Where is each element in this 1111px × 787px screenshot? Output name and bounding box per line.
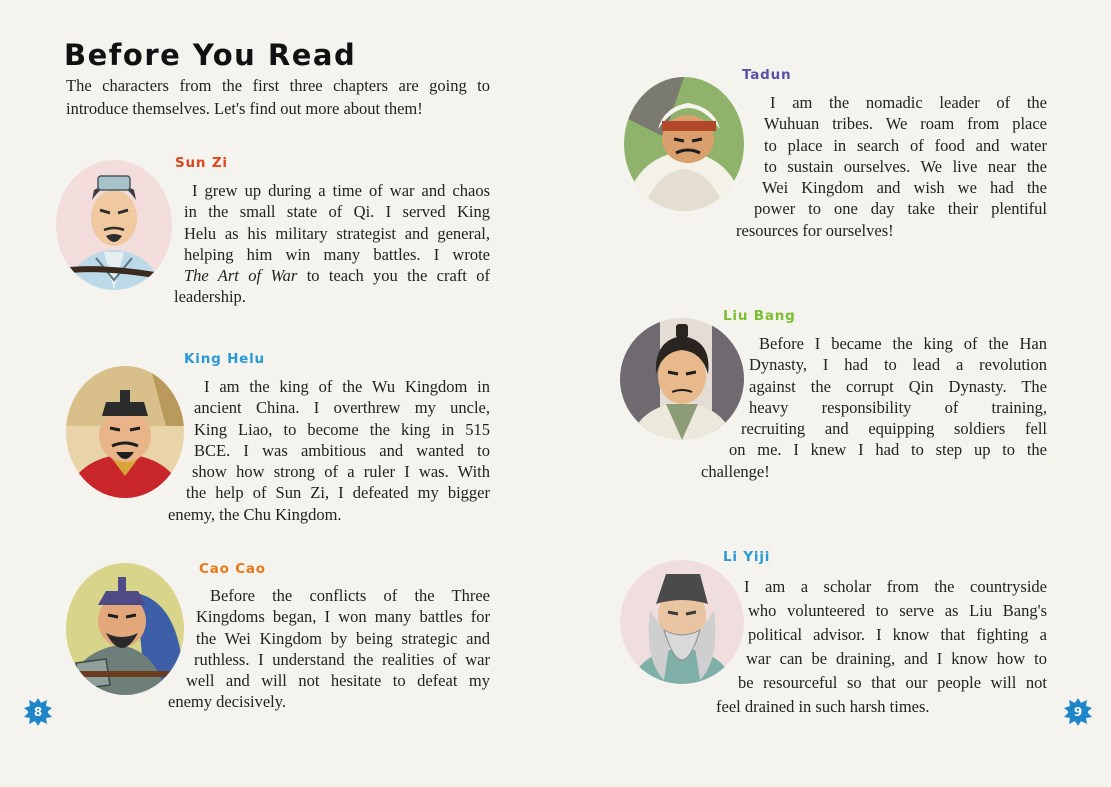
bio-line: the Wei Kingdom by being strategic and xyxy=(196,628,490,648)
page-number-right xyxy=(1062,696,1094,728)
bio-line: challenge! xyxy=(701,461,770,481)
tadun-name: Tadun xyxy=(742,67,792,83)
bio-line: to sustain ourselves. We live near the xyxy=(764,156,1047,176)
bio-line: in the small state of Qi. I served King xyxy=(184,202,490,222)
bio-line: Kingdoms began, I won many battles for xyxy=(196,607,490,627)
tadun-portrait xyxy=(624,77,744,211)
cao-cao-portrait xyxy=(66,563,184,695)
bio-line: well and will not hesitate to defeat my xyxy=(186,671,490,691)
bio-line: Before I became the king of the Han xyxy=(759,334,1047,353)
page-number-text: 8 xyxy=(33,705,43,719)
left-page xyxy=(0,0,555,787)
bio-line: show how strong of a ruler I was. With xyxy=(192,462,490,482)
intro-text xyxy=(66,74,490,120)
bio-line-rest: to teach you the craft of xyxy=(306,266,490,286)
bio-line: war can be draining, and I know how to xyxy=(746,649,1047,668)
sun-zi-name: Sun Zi xyxy=(175,155,228,171)
li-yiji-bio xyxy=(716,575,1047,719)
bio-line: I am the king of the Wu Kingdom in xyxy=(204,377,490,396)
right-page xyxy=(555,0,1111,787)
bio-line: BCE. I was ambitious and wanted to xyxy=(194,440,490,460)
bio-line: I am the nomadic leader of the xyxy=(770,93,1047,112)
bio-line: Dynasty, I had to lead a revolution xyxy=(749,355,1047,375)
bio-line: ruthless. I understand the realities of war xyxy=(194,649,490,669)
bio-line: resources for ourselves! xyxy=(736,220,894,240)
bio-line: Helu as his military strategist and general, xyxy=(184,223,490,243)
bio-line: heavy responsibility of training, xyxy=(749,397,1047,417)
bio-line: enemy, the Chu Kingdom. xyxy=(168,504,342,524)
king-helu-bio xyxy=(168,376,490,525)
bio-line xyxy=(174,265,490,286)
bio-line: ancient China. I overthrew my uncle, xyxy=(194,398,490,418)
bio-line: Wuhuan tribes. We roam from place xyxy=(764,114,1047,134)
bio-line: Wei Kingdom and wish we had the xyxy=(762,178,1047,198)
bio-line: power to one day take their plentiful xyxy=(754,199,1047,219)
king-helu-portrait xyxy=(66,366,184,498)
bio-line: leadership. xyxy=(174,287,246,307)
bio-line: against the corrupt Qin Dynasty. The xyxy=(749,376,1047,396)
page-number-left xyxy=(22,696,54,728)
bio-line: to place in search of food and water xyxy=(764,135,1047,155)
tadun-bio xyxy=(736,92,1047,241)
bio-line: recruiting and equipping soldiers fell xyxy=(741,419,1047,439)
cao-cao-name: Cao Cao xyxy=(199,561,266,577)
bio-line: I am a scholar from the countryside xyxy=(744,577,1047,596)
bio-line: who volunteered to serve as Liu Bang's xyxy=(748,601,1047,620)
king-helu-name: King Helu xyxy=(184,351,265,367)
sun-zi-bio xyxy=(174,180,490,308)
li-yiji-name: Li Yiji xyxy=(723,549,771,565)
liu-bang-name: Liu Bang xyxy=(723,308,796,324)
bio-line: feel drained in such harsh times. xyxy=(716,697,930,716)
intro-line: introduce themselves. Let's find out more about them! xyxy=(66,99,423,118)
bio-line: King Liao, to become the king in 515 xyxy=(194,419,490,439)
bio-line: political advisor. I know that fighting a xyxy=(748,625,1047,644)
bio-line: helping him win many battles. I wrote xyxy=(184,244,490,264)
bio-line: enemy decisively. xyxy=(168,692,287,712)
liu-bang-bio xyxy=(701,333,1047,482)
sun-zi-portrait xyxy=(56,160,172,290)
bio-line: be resourceful so that our people will not xyxy=(738,673,1047,692)
page-title: Before You Read xyxy=(64,38,357,72)
bio-line: on me. I knew I had to step up to the xyxy=(729,440,1047,460)
cao-cao-bio xyxy=(168,585,490,713)
bio-line: the help of Sun Zi, I defeated my bigger xyxy=(186,483,490,503)
book-title: The Art of War xyxy=(184,266,298,286)
page-number-text: 9 xyxy=(1073,705,1083,719)
bio-line: Before the conflicts of the Three xyxy=(210,586,490,605)
intro-line: The characters from the first three chapters are going to xyxy=(66,76,490,95)
bio-line: I grew up during a time of war and chaos xyxy=(192,181,490,200)
